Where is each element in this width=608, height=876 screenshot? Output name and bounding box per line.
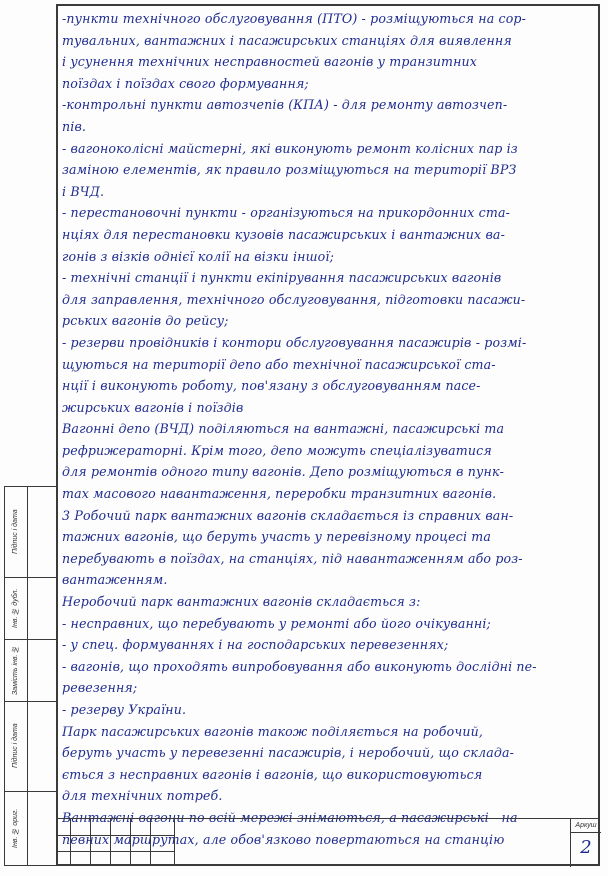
side-stamp-label: Інв. № ориг.	[12, 808, 19, 848]
text-line: ревезення;	[62, 680, 138, 696]
text-line: для технічних потреб.	[62, 788, 223, 804]
stamp-divider	[70, 819, 71, 866]
text-line: перебувають в поїздах, на станціях, під навантаженням або роз-	[62, 550, 523, 566]
side-stamp-label: Інв. № дубл.	[12, 588, 19, 628]
stamp-divider	[130, 819, 131, 866]
text-line: - вагонів, що проходять випробовування або виконують дослідні пе-	[62, 658, 537, 674]
side-stamp-label: Підпис і дата	[12, 509, 19, 555]
stamp-divider	[174, 819, 175, 866]
text-line: - технічні станції і пункти екіпірування пасажирських вагонів	[62, 270, 502, 286]
stamp-divider	[110, 819, 111, 866]
text-line: для заправлення, технічного обслуговування, підготовки пасажи-	[62, 291, 526, 307]
side-stamp-cell	[5, 487, 56, 578]
text-line: Вагонні депо (ВЧД) поділяються на вантажні, пасажирські та	[62, 421, 505, 437]
title-block	[56, 818, 600, 866]
text-line: нції і виконують роботу, пов'язану з обслуговуванням пасе-	[62, 378, 481, 394]
text-line: - перестановочні пункти - організуються на прикордонних ста-	[62, 205, 511, 221]
side-stamp-cell	[5, 791, 56, 865]
stamp-divider	[150, 819, 151, 866]
text-line: і ВЧД.	[62, 183, 105, 199]
text-line: гонів з візків однієї колії на візки іншої;	[62, 248, 334, 264]
side-stamp-cell	[5, 577, 56, 640]
text-line: - резерву України.	[62, 702, 187, 717]
side-stamp-cell	[5, 701, 56, 792]
text-line: беруть участь у перевезенні пасажирів, і неробочий, що склада-	[62, 745, 515, 761]
stamp-divider	[90, 819, 91, 866]
text-line: Вантажні вагони по всій мережі знімаються, а пасажирські - на	[62, 809, 518, 825]
stamp-row-line	[56, 851, 174, 852]
text-line: тувальних, вантажних і пасажирських станціях для виявлення	[62, 32, 512, 48]
side-stamp-cell	[5, 639, 56, 702]
sheet-number: 2	[580, 837, 592, 858]
text-line: рських вагонів до рейсу;	[62, 313, 229, 329]
text-line: - несправних, що перебувають у ремонті або його очікуванні;	[62, 615, 491, 631]
handwritten-text	[62, 8, 594, 850]
text-line: нціях для перестановки кузовів пасажирських і вантажних ва-	[62, 226, 505, 242]
text-line: вантаженням.	[62, 572, 168, 588]
text-line: - резерви провідників і контори обслуговування пасажирів - розмі-	[62, 334, 527, 350]
text-line: тах масового навантаження, переробки транзитних вагонів.	[62, 486, 497, 502]
text-line: і усунення технічних несправностей вагонів у транзитних	[62, 54, 478, 70]
text-line: 3 Робочий парк вантажних вагонів складається із справних ван-	[62, 507, 514, 523]
side-stamp	[4, 486, 56, 866]
text-line: - у спец. формуваннях і на господарських перевезеннях;	[62, 637, 449, 653]
text-line: Парк пасажирських вагонів також поділяється на робочий,	[62, 723, 484, 739]
side-stamp-label: Замість інв. №	[12, 645, 19, 695]
text-line: -контрольні пункти автозчепів (КПА) - для ремонту автозчеп-	[62, 97, 508, 113]
text-line: певних маршрутах, але обов'язково повертаються на станцію	[62, 831, 505, 847]
side-stamp-label: Підпис і дата	[12, 723, 19, 769]
text-line: заміною елементів, як правило розміщуються на території ВРЗ	[62, 162, 517, 178]
text-line: рефрижераторні. Крім того, депо можуть спеціалізуватися	[62, 442, 492, 458]
text-line: жирських вагонів і поїздів	[62, 399, 244, 415]
text-line: Неробочий парк вантажних вагонів складається з:	[62, 594, 421, 610]
text-line: ється з несправних вагонів і вагонів, що використовуються	[62, 766, 483, 782]
text-line: -пункти технічного обслуговування (ПТО) - розміщуються на сор-	[62, 11, 527, 26]
sheet-label: Аркуш	[571, 819, 601, 833]
sheet-number-box	[570, 819, 601, 867]
text-line: тажних вагонів, що беруть участь у перевізному процесі та	[62, 529, 492, 545]
text-line: щуються на території депо або технічної пасажирської ста-	[62, 356, 496, 372]
stamp-row-line	[56, 835, 174, 836]
text-line: пів.	[62, 118, 87, 134]
text-line: - вагоноколісні майстерні, які виконують ремонт колісних пар із	[62, 140, 518, 156]
text-line: поїздах і поїздах свого формування;	[62, 75, 309, 91]
text-line: для ремонтів одного типу вагонів. Депо розміщуються в пунк-	[62, 464, 505, 480]
